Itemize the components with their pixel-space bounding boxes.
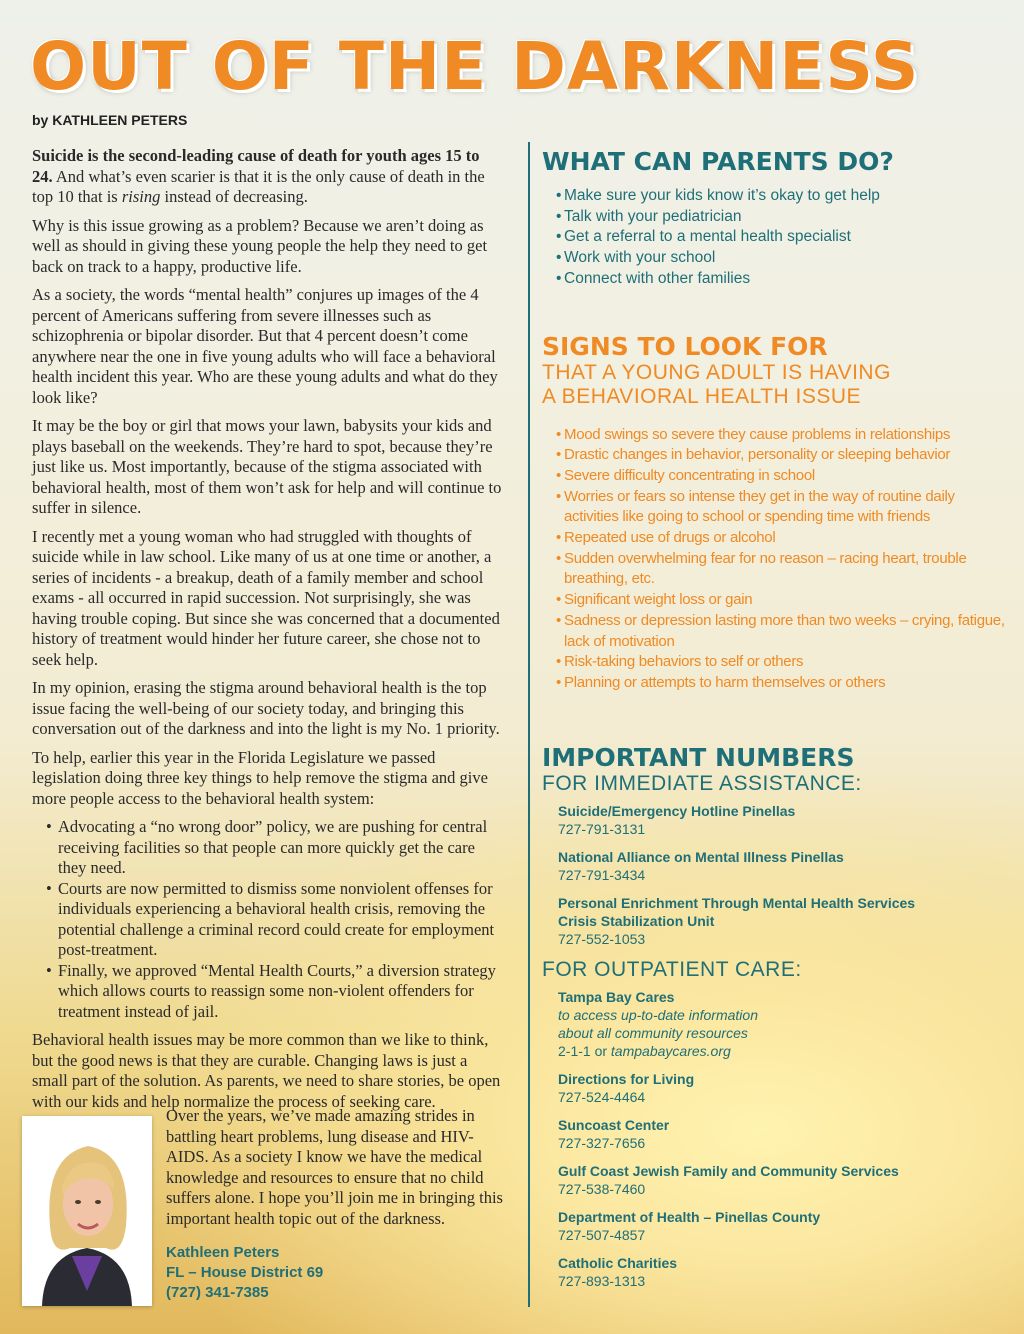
lead-text-b: instead of decreasing. [160, 187, 308, 206]
entry-phone: 727-538-7460 [558, 1180, 646, 1197]
paragraph-2: Why is this issue growing as a problem? Because we aren’t doing as well as should in giving these young people the help they need to get back on track to a happy, productive life. [32, 215, 488, 276]
paragraph-7: To help, earlier this year in the Florida Legislature we passed legislation doing three key things to help remove the stigma and give more people access to the behavioral health system: [32, 747, 488, 808]
signs-item: • Worries or fears so intense they get in the way of routine daily activities like going to school or spending time with friends [564, 487, 1012, 528]
entry-phone: 727-791-3434 [558, 866, 646, 883]
entry-name: Tampa Bay Cares [558, 988, 675, 1005]
signs-item: • Significant weight loss or gain [564, 590, 1012, 611]
entry-note: about all community resources [558, 1024, 748, 1041]
entry-name: Suicide/Emergency Hotline Pinellas [558, 802, 796, 819]
signs-item: • Sudden overwhelming fear for no reason – racing heart, trouble breathing, etc. [564, 549, 1012, 590]
closing-paragraph: Over the years, we’ve made amazing strides in battling heart problems, lung disease and HIV-AIDS. As a society I know we have the medical knowledge and resources to ensure that no child suffers alone. I hope you’ll join me in bringing this important health topic out of the darkness. [166, 1106, 503, 1228]
parents-heading: WHAT CAN PARENTS DO? [542, 147, 894, 176]
parents-item: • Get a referral to a mental health specialist [564, 227, 1012, 248]
entry-phone: 727-791-3131 [558, 820, 646, 837]
entry-phone: 727-507-4857 [558, 1226, 646, 1243]
lead-bold-text: Suicide is the second-leading cause of death for youth ages 15 to 24. [32, 146, 480, 186]
author-name: Kathleen Peters [166, 1244, 280, 1261]
legislation-item: • Courts are now permitted to dismiss some nonviolent offenses for individuals experiencing a behavioral health crisis, removing the potential challenge a criminal record could create for employment post-treatment. [58, 879, 502, 961]
signs-item: • Sadness or depression lasting more than two weeks – crying, fatigue, lack of motivation [564, 611, 1012, 652]
entry-name: Suncoast Center [558, 1116, 670, 1133]
entry-name: National Alliance on Mental Illness Pinellas [558, 848, 844, 865]
number-entry [558, 802, 1012, 838]
author-district: FL – House District 69 [166, 1264, 324, 1281]
author-phone: (727) 341-7385 [166, 1284, 269, 1301]
entry-phone: 2-1-1 [558, 1042, 591, 1059]
paragraph-5: I recently met a young woman who had struggled with thoughts of suicide while in law school. Like many of us at one time or another, a series of incidents - a breakup, death of a family member and school exams - all occurred in rapid succession. Not surprisingly, she was having trouble coping. But since she was concerned that a documented history of treatment would hinder her future career, she chose not to seek help. [32, 526, 500, 669]
entry-phone-line [558, 1042, 1012, 1060]
entry-or: or [590, 1042, 611, 1059]
parents-item: • Make sure your kids know it’s okay to get help [564, 186, 1012, 207]
number-entry [558, 894, 1012, 948]
article-body [32, 146, 502, 1120]
number-entry [558, 1070, 1012, 1106]
legislation-list [32, 817, 502, 1022]
signs-heading: SIGNS TO LOOK FOR [542, 331, 828, 361]
numbers-subheading: FOR IMMEDIATE ASSISTANCE: [542, 771, 862, 795]
parents-item: • Talk with your pediatrician [564, 207, 1012, 228]
lead-text-a: And what’s even scarier is that it is the only cause of death in the top 10 that is [32, 166, 485, 206]
paragraph-8: Behavioral health issues may be more common than we like to think, but the good news is that they are curable. Changing laws is just a small part of the solution. As parents, we need to share stories, be open with our kids and help normalize the process of seeking care. [32, 1030, 501, 1111]
legislation-item: • Advocating a “no wrong door” policy, we are pushing for central receiving facilities so that people can more quickly get the care they need. [58, 817, 502, 879]
entry-note: to access up-to-date information [558, 1006, 758, 1023]
numbers-heading: IMPORTANT NUMBERS [542, 742, 855, 772]
entry-phone: 727-524-4464 [558, 1088, 646, 1105]
entry-name: Directions for Living [558, 1070, 695, 1087]
paragraph-6: In my opinion, erasing the stigma around behavioral health is the top issue facing the well-being of our society today, and bringing this conversation out of the darkness and into the light is my No. 1 priority. [32, 678, 500, 738]
signs-subheading-2: A BEHAVIORAL HEALTH ISSUE [542, 384, 862, 408]
entry-name: Department of Health – Pinellas County [558, 1208, 821, 1225]
signs-item: • Risk-taking behaviors to self or others [564, 652, 1012, 673]
entry-name-2: Crisis Stabilization Unit [558, 912, 715, 929]
parents-item: • Connect with other families [564, 269, 1012, 290]
number-entry [558, 1162, 1012, 1198]
entry-phone: 727-552-1053 [558, 930, 646, 947]
parents-list [542, 186, 1012, 290]
number-entry [558, 1116, 1012, 1152]
column-divider [528, 142, 530, 1307]
number-entry [558, 988, 1012, 1060]
entry-name: Catholic Charities [558, 1254, 678, 1271]
immediate-list [542, 802, 1012, 948]
number-entry [558, 848, 1012, 884]
outpatient-subheading: FOR OUTPATIENT CARE: [542, 957, 802, 981]
entry-website[interactable]: tampabaycares.org [610, 1042, 731, 1059]
author-portrait-icon [22, 1116, 152, 1306]
signs-item: • Severe difficulty concentrating in school [564, 466, 1012, 487]
author-photo [22, 1116, 152, 1306]
lead-text-em: rising [121, 187, 161, 206]
sidebar [542, 148, 1012, 1300]
legislation-item: • Finally, we approved “Mental Health Courts,” a diversion strategy which allows courts to reassign some non-violent offenders for treatment instead of jail. [58, 961, 502, 1023]
signs-subheading-1: THAT A YOUNG ADULT IS HAVING [542, 360, 891, 384]
outpatient-list [542, 988, 1012, 1290]
entry-name: Gulf Coast Jewish Family and Community Services [558, 1162, 899, 1179]
article-title: OUT OF THE DARKNESS [30, 28, 920, 105]
byline: by KATHLEEN PETERS [32, 112, 188, 128]
signs-section [542, 333, 1012, 694]
signs-list [542, 425, 1012, 694]
entry-phone: 727-893-1313 [558, 1272, 646, 1289]
signs-item: • Repeated use of drugs or alcohol [564, 528, 1012, 549]
paragraph-3: As a society, the words “mental health” conjures up images of the 4 percent of Americans suffering from severe illnesses such as schizophrenia or bipolar disorder. But that 4 percent doesn’t come anywhere near the one in five young adults who will face a behavioral health incident this year. Who are these young adults and what do they look like? [32, 285, 498, 407]
paragraph-4: It may be the boy or girl that mows your lawn, babysits your kids and plays baseball on the weekends. They’re hard to spot, because they’re just like us. Most importantly, because of the stigma associated with behavioral health, most of them won’t ask for help and will continue to suffer in silence. [32, 416, 502, 517]
numbers-section [542, 744, 1012, 1290]
parents-item: • Work with your school [564, 248, 1012, 269]
number-entry [558, 1208, 1012, 1244]
entry-name: Personal Enrichment Through Mental Health Services [558, 894, 916, 911]
entry-phone: 727-327-7656 [558, 1134, 646, 1151]
parents-section [542, 148, 1012, 290]
signs-item: • Drastic changes in behavior, personality or sleeping behavior [564, 445, 1012, 466]
lead-paragraph [32, 146, 502, 208]
number-entry [558, 1254, 1012, 1290]
signs-item: • Planning or attempts to harm themselves or others [564, 673, 1012, 694]
signs-item: • Mood swings so severe they cause problems in relationships [564, 425, 1012, 446]
signature-block [166, 1243, 323, 1303]
